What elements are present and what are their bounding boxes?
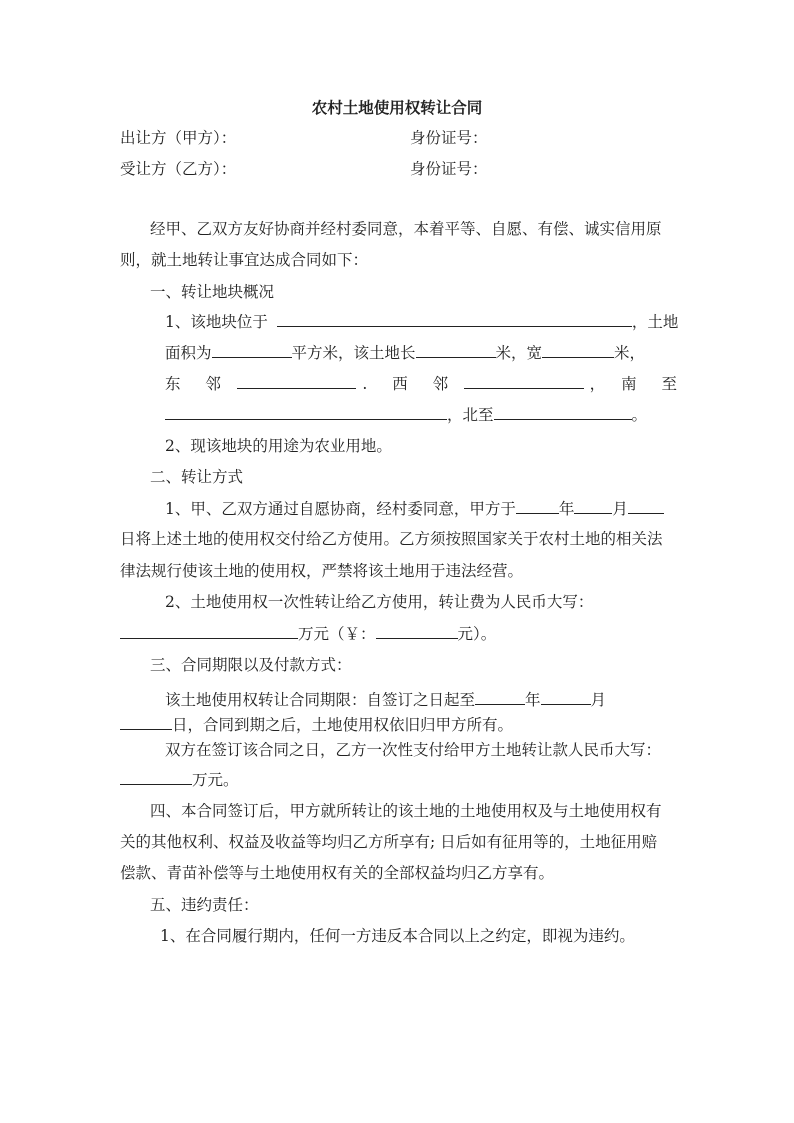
s5-item1: 1、在合同履行期内，任何一方违反本合同以上之约定，即视为违约。 — [160, 927, 635, 945]
text: 年 — [558, 500, 575, 518]
section-4-line2: 关的其他权利、权益及收益等均归乙方所享有; 日后如有征用等的，土地征用赔 — [120, 833, 658, 851]
text: ， — [589, 375, 606, 393]
section-3-heading: 三、合同期限以及付款方式： — [150, 656, 352, 674]
text: ，北至 — [447, 406, 494, 424]
party-b-label: 受让方（乙方）： — [120, 160, 237, 178]
year-blank[interactable] — [516, 498, 559, 514]
text: ，土地 — [631, 313, 679, 331]
text: 南 至 — [621, 375, 688, 393]
month-blank[interactable] — [574, 498, 612, 514]
section-2-heading: 二、转让方式 — [150, 468, 244, 486]
s3-para1-line2 — [120, 714, 513, 734]
text: . 西 邻 — [362, 375, 459, 393]
text: 万元（￥： — [298, 625, 376, 643]
section-4-line3: 偿款、青苗补偿等与土地使用权有关的全部权益均归乙方享有。 — [120, 864, 555, 882]
intro-line-2: 则，就土地转让事宜达成合同如下： — [120, 251, 369, 269]
s2-item1-line2: 日将上述土地的使用权交付给乙方使用。乙方须按照国家关于农村土地的相关法 — [120, 530, 663, 548]
text: 东 邻 — [165, 375, 231, 393]
text: 元）。 — [457, 625, 497, 643]
text: 面积为 — [165, 344, 212, 362]
text: 。 — [631, 406, 648, 424]
text: 万元。 — [192, 771, 239, 789]
text: 平方米，该土地长 — [291, 344, 416, 362]
south-blank[interactable] — [165, 404, 447, 420]
s2-item1-line1 — [165, 498, 664, 518]
east-blank[interactable] — [237, 373, 356, 389]
s1-item1-line2 — [165, 342, 645, 362]
document-title: 农村土地使用权转让合同 — [311, 98, 483, 117]
width-blank[interactable] — [542, 342, 614, 358]
end-day-blank[interactable] — [120, 714, 172, 730]
west-blank[interactable] — [464, 373, 583, 389]
s3-para2-line1: 双方在签订该合同之日，乙方一次性支付给甲方土地转让款人民币大写： — [165, 741, 662, 759]
text: 日，合同到期之后，土地使用权依旧归甲方所有。 — [172, 716, 514, 734]
party-a-id-label: 身份证号： — [410, 129, 488, 147]
s1-item1-line4 — [165, 404, 647, 424]
fee-words-blank[interactable] — [120, 623, 298, 639]
s1-item1-line3 — [165, 373, 688, 393]
text: 月 — [590, 691, 607, 709]
text: 年 — [525, 691, 541, 709]
section-5-heading: 五、违约责任： — [150, 896, 259, 914]
s1-item2: 2、现该地块的用途为农业用地。 — [165, 437, 392, 455]
north-blank[interactable] — [494, 404, 632, 420]
section-4-line1: 四、本合同签订后，甲方就所转让的该土地的土地使用权及与土地使用权有 — [150, 802, 662, 820]
text: 1、该地块位于 — [165, 313, 268, 331]
payment-blank[interactable] — [120, 769, 192, 785]
text: 该土地使用权转让合同期限：自签订之日起至 — [165, 691, 476, 709]
section-1-heading: 一、转让地块概况 — [150, 283, 275, 301]
s3-para2-line2 — [120, 769, 239, 789]
text: 米， — [614, 344, 646, 362]
s1-item1-line1 — [165, 311, 678, 331]
s2-item2-line1: 2、土地使用权一次性转让给乙方使用，转让费为人民币大写： — [165, 593, 594, 611]
day-blank[interactable] — [628, 498, 664, 514]
text: 米，宽 — [495, 344, 543, 362]
area-blank[interactable] — [212, 342, 292, 358]
location-blank[interactable] — [277, 311, 632, 327]
s2-item2-line2 — [120, 623, 496, 643]
intro-line-1: 经甲、乙双方友好协商并经村委同意，本着平等、自愿、有偿、诚实信用原 — [150, 220, 662, 238]
length-blank[interactable] — [416, 342, 496, 358]
s2-item1-line3: 律法规行使该土地的使用权，严禁将该土地用于违法经营。 — [120, 562, 524, 580]
s3-para1-line1 — [165, 689, 606, 709]
end-year-blank[interactable] — [475, 689, 525, 705]
party-a-label: 出让方（甲方）： — [120, 129, 237, 147]
end-month-blank[interactable] — [541, 689, 591, 705]
party-b-id-label: 身份证号： — [410, 160, 488, 178]
text: 1、甲、乙双方通过自愿协商，经村委同意，甲方于 — [165, 500, 516, 518]
text: 月 — [612, 500, 628, 518]
fee-number-blank[interactable] — [376, 623, 458, 639]
